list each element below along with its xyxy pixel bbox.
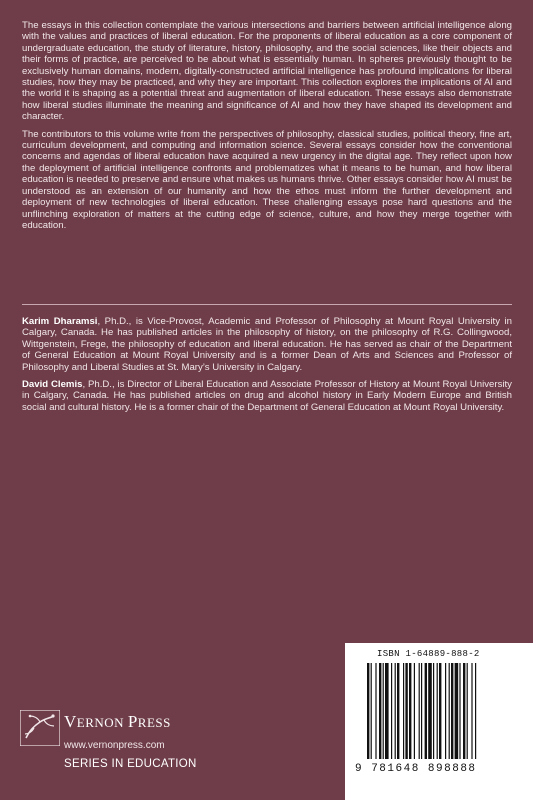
blurb-paragraph-1: The essays in this collection contemplate the various intersections and barriers between artificial intelligence along with the values and practices of liberal education. For the proponents of liberal education as a core component of undergraduate education, the study of literature, history, philosophy, and the social sciences, like their objects and their forms of practice, are perceived to be about what is essentially human. In spheres previously thought to be exclusively human domains, modern, digitally-constructed artificial intelligence has profound implications for liberal studies, how they may be practiced, and why they are important. This collection explores the implications of AI and the world it is shaping as a potential threat and augmentation of liberal education. These essays also demonstrate how liberal studies illuminate the meaning and significance of AI and how they have shaped its development and character. [22, 20, 512, 123]
publisher-name-v: V [64, 712, 77, 731]
author-bio-1 [22, 316, 512, 373]
blurb-paragraph-2: The contributors to this volume write from the perspectives of philosophy, classical studies, political theory, fine art, curriculum development, and computing and information science. Several essays consider how the conventional concerns and agendas of liberal education have acquired a new urgency in the digital age. They reflect upon how the deployment of artificial intelligence confronts and problematizes what it means to be human, and how liberal education is needed to preserve and ensure what makes us humans thrive. Other essays consider how AI must be understood as an extension of our humanity and how the ethos must inform the further development and deployment of new technologies of liberal education. These challenging essays pose hard questions and the unflinching exploration of matters at the cutting edge of science, culture, and how they merge together with education. [22, 128, 512, 231]
barcode-bar [455, 663, 459, 759]
publisher-name-p: P [127, 712, 138, 731]
barcode-bar [433, 663, 434, 759]
barcode-bar [367, 663, 369, 759]
author-bio-text: , Ph.D., is Director of Liberal Education and Associate Professor of History at Mount Royal University in Calgary, Canada. He has published articles on drug and alcohol history in Early Modern Europe and British social and cultural history. He is a former chair of the Department of General Education at Mount Royal University. [22, 379, 512, 413]
back-cover-blurb [22, 20, 512, 237]
barcode-bar [375, 663, 376, 759]
barcode-bar [391, 663, 392, 759]
barcode-bar [451, 663, 453, 759]
barcode [345, 643, 533, 800]
divider [22, 304, 512, 305]
barcode-bar [397, 663, 399, 759]
barcode-bar [395, 663, 396, 759]
barcode-bar [437, 663, 438, 759]
barcode-bar [439, 663, 441, 759]
barcode-bar [445, 663, 446, 759]
barcode-bar [471, 663, 472, 759]
barcode-bar [379, 663, 381, 759]
barcode-bar [425, 663, 427, 759]
barcode-bar [463, 663, 465, 759]
author-name: Karim Dharamsi [22, 316, 98, 327]
barcode-bar [403, 663, 404, 759]
series-name: SERIES IN EDUCATION [64, 758, 197, 770]
publisher-name-part2: RESS [137, 715, 171, 730]
barcode-bar [419, 663, 420, 759]
barcode-bar [385, 663, 389, 759]
barcode-bar [475, 663, 476, 759]
barcode-bar [467, 663, 468, 759]
isbn-label: ISBN 1-64889-888-2 [377, 649, 480, 659]
barcode-bar [459, 663, 460, 759]
barcode-bar [421, 663, 422, 759]
barcode-bar [414, 663, 415, 759]
vernon-press-logo-icon [20, 710, 60, 746]
barcode-bar [449, 663, 450, 759]
author-name: David Clemis [22, 379, 83, 391]
barcode-bar [428, 663, 432, 759]
author-bio-2 [22, 379, 512, 413]
barcode-bar [405, 663, 407, 759]
publisher-name [64, 712, 171, 732]
barcode-bars [367, 663, 517, 761]
barcode-bar [383, 663, 384, 759]
publisher-url: www.vernonpress.com [64, 740, 165, 751]
author-bio-text: , Ph.D., is Vice-Provost, Academic and Professor of Philosophy at Mount Royal University in Calgary, Canada. He has published articles in the philosophy of history, on the philosophy of R.G. Collingwood, Wittgenstein, Frege, the philosophy of education and liberal education. He has served as chair of the Department of General Education at Mount Royal University and is a former Dean of Arts and Sciences and Professor of Philosophy and Liberal Studies at St. Mary’s University in Calgary. [22, 316, 512, 373]
barcode-bar [371, 663, 372, 759]
author-bios [22, 316, 512, 419]
ean-number: 9 781648 898888 [355, 763, 477, 775]
barcode-bar [409, 663, 411, 759]
publisher-name-part1: ERNON [76, 715, 128, 730]
